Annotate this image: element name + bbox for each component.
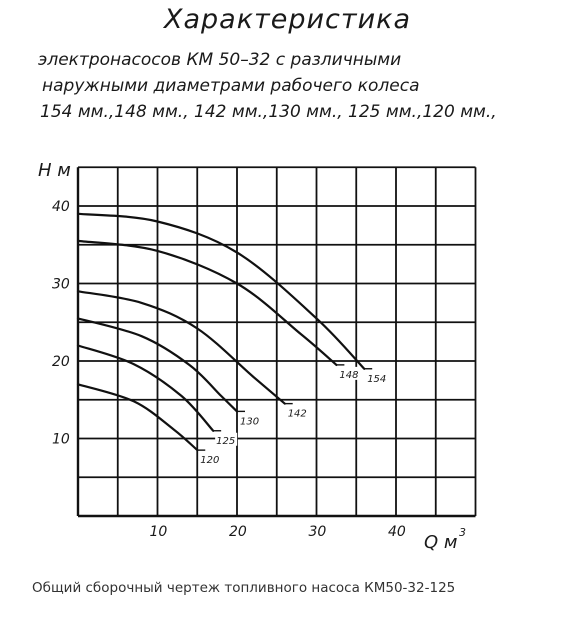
curve-148 [78, 241, 336, 365]
y-tick-label: 20 [52, 354, 70, 370]
curve-125 [78, 346, 213, 431]
x-axis-label-superscript: 3 [459, 526, 466, 539]
x-tick-label: 20 [229, 524, 247, 540]
curve-label-125: 125 [216, 435, 236, 447]
figure-caption: Общий сборочный чертеж топливного насоса КМ50-32-125 [32, 580, 456, 596]
curve-label-142: 142 [287, 408, 307, 420]
y-tick-label: 10 [52, 431, 70, 448]
chart-subtitle-line-2: наружными диаметрами рабочего колеса [42, 76, 420, 96]
curve-label-148: 148 [339, 369, 359, 381]
x-tick-label: 10 [149, 524, 168, 540]
x-tick-label: 40 [388, 524, 406, 540]
curve-label-130: 130 [240, 416, 260, 428]
x-axis-label: Q м [424, 532, 458, 553]
curve-label-154: 154 [367, 373, 387, 385]
curve-label-120: 120 [200, 455, 220, 467]
y-tick-label: 40 [52, 199, 70, 215]
x-tick-label: 30 [308, 524, 327, 540]
chart-title: Характеристика [163, 4, 412, 35]
y-tick-label: 30 [52, 276, 70, 293]
curve-154 [78, 214, 364, 369]
curve-142 [78, 291, 285, 403]
chart-subtitle-line-1: электронасосов КМ 50–32 с различными [38, 50, 402, 70]
y-axis-label: H м [38, 160, 71, 181]
chart-subtitle-line-3: 154 мм.,148 мм., 142 мм.,130 мм., 125 мм.,120 мм., [40, 102, 497, 122]
